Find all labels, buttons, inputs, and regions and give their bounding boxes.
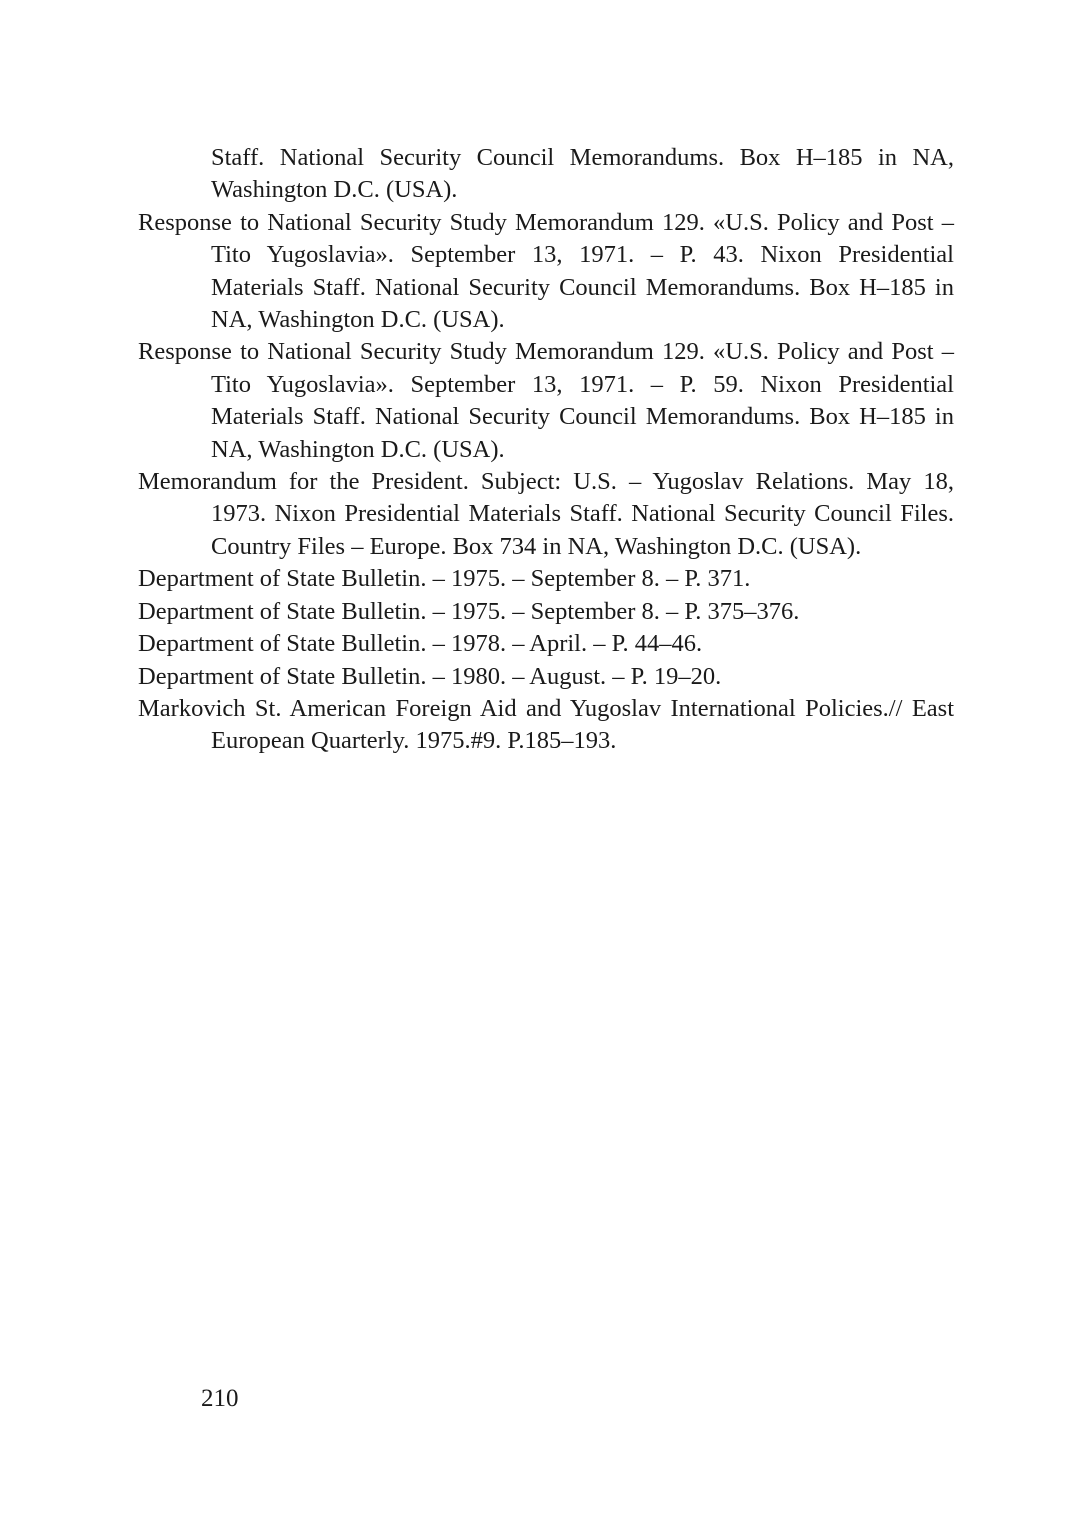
reference-entry: Staff. National Security Council Memorandums. Box H–185 in NA, Washington D.C. (USA).: [211, 144, 954, 204]
reference-entry: Department of State Bulletin. – 1978. – April. – P. 44–46.: [138, 630, 703, 658]
reference-entry: Department of State Bulletin. – 1975. – September 8. – P. 371.: [138, 565, 751, 593]
reference-entry: Department of State Bulletin. – 1980. – August. – P. 19–20.: [138, 662, 722, 690]
reference-entry: Response to National Security Study Memorandum 129. «U.S. Policy and Post – Tito Yugoslavia». September 13, 1971. – P. 59. Nixon Presidential Materials Staff. National Security Council Memorandums. Box H–185 in NA, Washington D.C. (USA).: [138, 338, 954, 463]
reference-entry: Markovich St. American Foreign Aid and Yugoslav International Policies.// East European Quarterly. 1975.#9. P.185–193.: [138, 694, 954, 755]
reference-list: [138, 142, 954, 758]
reference-entry: Memorandum for the President. Subject: U.S. – Yugoslav Relations. May 18, 1973. Nixon Presidential Materials Staff. National Security Council Files. Country Files – Europe. Box 734 in NA, Washington D.C. (USA).: [138, 468, 954, 560]
page-number: 210: [201, 1385, 239, 1412]
reference-entry: Response to National Security Study Memorandum 129. «U.S. Policy and Post – Tito Yugoslavia». September 13, 1971. – P. 43. Nixon Presidential Materials Staff. National Security Council Memorandums. Box H–185 in NA, Washington D.C. (USA).: [138, 208, 954, 334]
reference-entry: Department of State Bulletin. – 1975. – September 8. – P. 375–376.: [138, 597, 800, 625]
